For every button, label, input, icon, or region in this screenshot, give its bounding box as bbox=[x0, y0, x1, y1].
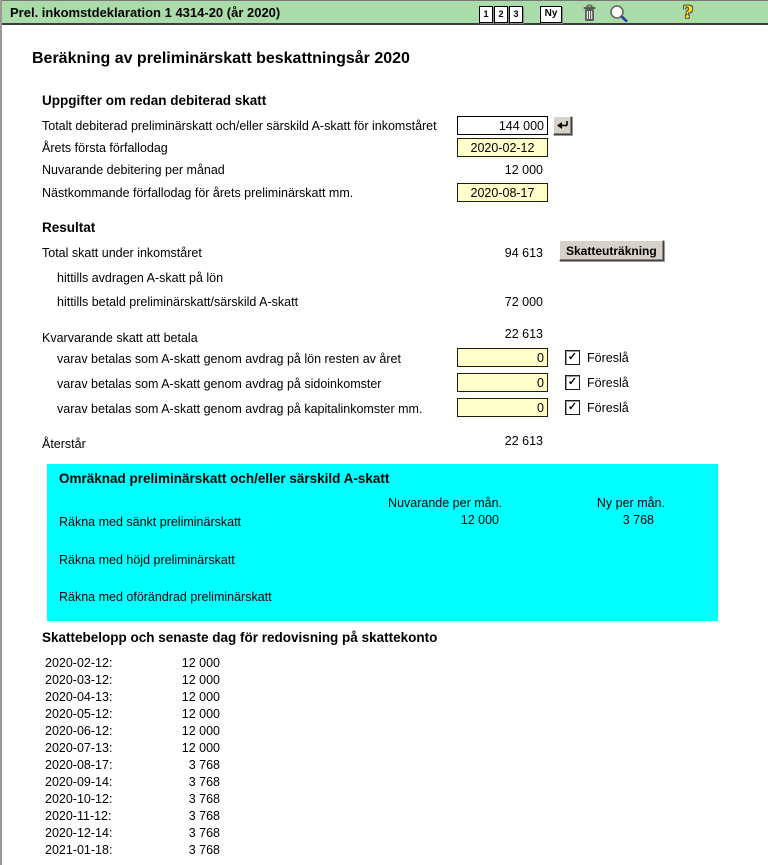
schedule-row-amount: 12 000 bbox=[181, 724, 220, 738]
window-title: Prel. inkomstdeklaration 1 4314-20 (år 2020) bbox=[10, 5, 281, 20]
paid-preliminary-value: 72 000 bbox=[504, 295, 543, 309]
varav-capital-input[interactable] bbox=[457, 398, 548, 417]
suggest-salary-checkbox[interactable]: ✓ bbox=[565, 350, 580, 365]
first-due-input[interactable] bbox=[457, 138, 548, 157]
schedule-row-date: 2020-05-12: bbox=[45, 707, 113, 721]
total-debited-label: Totalt debiterad preliminärskatt och/eller särskild A-skatt för inkomståret bbox=[42, 119, 437, 133]
page-1-icon[interactable]: 1 bbox=[479, 6, 493, 23]
schedule-row-amount: 12 000 bbox=[181, 690, 220, 704]
schedule-row-date: 2020-06-12: bbox=[45, 724, 113, 738]
schedule-row-amount: 12 000 bbox=[181, 707, 220, 721]
next-due-label: Nästkommande förfallodag för årets preliminärskatt mm. bbox=[42, 186, 354, 200]
search-icon[interactable] bbox=[608, 4, 630, 29]
lower-new-value: 3 768 bbox=[622, 513, 654, 527]
schedule-row-amount: 3 768 bbox=[188, 826, 220, 840]
enter-button[interactable] bbox=[553, 116, 572, 135]
enter-arrow-icon bbox=[556, 120, 569, 131]
total-tax-label: Total skatt under inkomståret bbox=[42, 246, 202, 260]
page-2-icon[interactable]: 2 bbox=[494, 6, 508, 23]
recalculated-heading: Omräknad preliminärskatt och/eller särskild A-skatt bbox=[59, 471, 390, 486]
section-debited-heading: Uppgifter om redan debiterad skatt bbox=[42, 93, 267, 108]
schedule-row-date: 2020-11-12: bbox=[45, 809, 112, 823]
varav-capital-label: varav betalas som A-skatt genom avdrag på kapitalinkomster mm. bbox=[57, 402, 423, 416]
monthly-debit-value: 12 000 bbox=[504, 163, 543, 177]
total-tax-value: 94 613 bbox=[504, 246, 543, 260]
page-title: Beräkning av preliminärskatt beskattningsår 2020 bbox=[32, 50, 410, 67]
rest-value: 22 613 bbox=[504, 434, 543, 448]
recalculated-section bbox=[47, 464, 718, 621]
suggest-sideincome-checkbox[interactable]: ✓ bbox=[565, 375, 580, 390]
schedule-row-date: 2021-01-18: bbox=[45, 843, 113, 857]
lower-current-value: 12 000 bbox=[460, 513, 499, 527]
next-due-input[interactable] bbox=[457, 183, 548, 202]
schedule-row-amount: 3 768 bbox=[188, 843, 220, 857]
schedule-row-date: 2020-04-13: bbox=[45, 690, 113, 704]
unchanged-preliminary-label: Räkna med oförändrad preliminärskatt bbox=[59, 590, 272, 604]
schedule-row-date: 2020-02-12: bbox=[45, 656, 113, 670]
schedule-row-amount: 3 768 bbox=[188, 758, 220, 772]
suggest-sideincome-label: Föreslå bbox=[587, 376, 629, 390]
schedule-row-amount: 3 768 bbox=[188, 809, 220, 823]
varav-salary-input[interactable] bbox=[457, 348, 548, 367]
remaining-tax-label: Kvarvarande skatt att betala bbox=[42, 331, 198, 345]
paid-preliminary-label: hittills betald preliminärskatt/särskild A-skatt bbox=[57, 295, 299, 309]
schedule-row-amount: 12 000 bbox=[181, 741, 220, 755]
trash-icon[interactable] bbox=[581, 4, 598, 28]
schedule-row-date: 2020-12-14: bbox=[45, 826, 113, 840]
schedule-row-date: 2020-09-14: bbox=[45, 775, 113, 789]
schedule-row-amount: 3 768 bbox=[188, 792, 220, 806]
suggest-capital-label: Föreslå bbox=[587, 401, 629, 415]
monthly-debit-label: Nuvarande debitering per månad bbox=[42, 163, 225, 177]
help-icon[interactable]: ? bbox=[683, 3, 693, 23]
schedule-row-amount: 12 000 bbox=[181, 673, 220, 687]
lower-preliminary-label: Räkna med sänkt preliminärskatt bbox=[59, 515, 242, 529]
schedule-row-date: 2020-07-13: bbox=[45, 741, 113, 755]
col-current-header: Nuvarande per mån. bbox=[388, 496, 502, 510]
remaining-tax-value: 22 613 bbox=[504, 327, 543, 341]
tax-calculation-button[interactable]: Skatteuträkning bbox=[559, 240, 664, 261]
new-document-icon[interactable]: Ny bbox=[540, 6, 562, 23]
raise-preliminary-label: Räkna med höjd preliminärskatt bbox=[59, 553, 235, 567]
schedule-row-amount: 12 000 bbox=[181, 656, 220, 670]
schedule-row-date: 2020-10-12: bbox=[45, 792, 113, 806]
varav-salary-label: varav betalas som A-skatt genom avdrag på lön resten av året bbox=[57, 352, 401, 366]
suggest-salary-label: Föreslå bbox=[587, 351, 629, 365]
page-3-icon[interactable]: 3 bbox=[509, 6, 523, 23]
col-new-header: Ny per mån. bbox=[596, 496, 665, 510]
schedule-row-amount: 3 768 bbox=[188, 775, 220, 789]
section-result-heading: Resultat bbox=[42, 220, 96, 235]
suggest-capital-checkbox[interactable]: ✓ bbox=[565, 400, 580, 415]
schedule-row-date: 2020-08-17: bbox=[45, 758, 113, 772]
title-bar bbox=[2, 0, 768, 25]
schedule-heading: Skattebelopp och senaste dag för redovisning på skattekonto bbox=[42, 630, 438, 645]
varav-sideincome-input[interactable] bbox=[457, 373, 548, 392]
rest-label: Återstår bbox=[42, 437, 86, 451]
deducted-a-tax-label: hittills avdragen A-skatt på lön bbox=[57, 271, 224, 285]
schedule-row-date: 2020-03-12: bbox=[45, 673, 113, 687]
first-due-label: Årets första förfallodag bbox=[42, 141, 168, 155]
total-debited-input[interactable] bbox=[457, 116, 548, 135]
varav-sideincome-label: varav betalas som A-skatt genom avdrag på sidoinkomster bbox=[57, 377, 382, 391]
